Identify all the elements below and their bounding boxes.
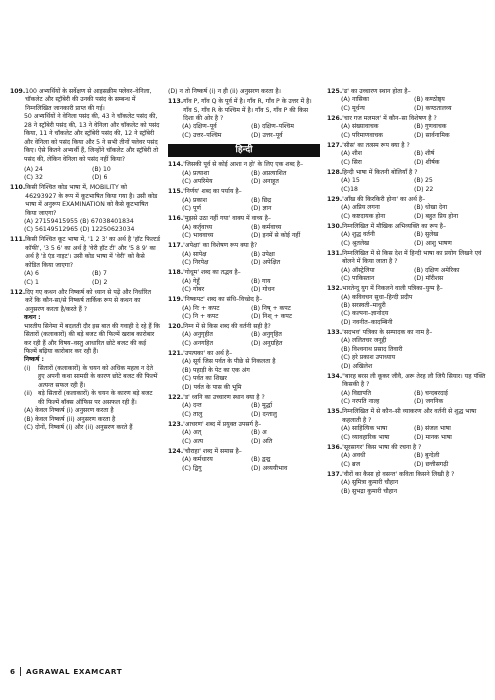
option-b: (B) अ <box>251 429 267 437</box>
option-a: (A) नासिका <box>341 96 369 104</box>
option-d: (D) पर्वत के पास की भूमि <box>182 383 242 391</box>
option-b: (B) चन्दबरदाई <box>414 389 448 397</box>
options <box>182 197 320 214</box>
question-number: 128. <box>327 168 343 176</box>
option-b: (B) द्वन्द्व <box>251 456 271 464</box>
question-number: 113. <box>168 98 184 106</box>
question-136 <box>327 444 487 469</box>
option-d: (D) मानक भाषा <box>414 433 452 441</box>
option-a: (A) 6 <box>24 270 39 278</box>
option-d: (D) छत्तीसगढ़ी <box>414 460 449 468</box>
options <box>341 177 487 194</box>
option-a: (A) प्रकाश <box>182 196 207 204</box>
option-a: (A) विद्यापति <box>341 389 371 397</box>
question-109 <box>10 88 160 183</box>
question-number: 122. <box>168 393 184 401</box>
question-text: 'आचरण' शब्द में प्रयुक्त उपसर्ग है– <box>183 420 262 428</box>
options <box>341 425 487 442</box>
option-a: (A) केवल निष्कर्ष (i) अनुसरण करता है <box>24 407 114 415</box>
question-111 <box>10 236 160 287</box>
option-a: (A) कर्तृवाच्य <box>182 223 213 231</box>
option-b: (B) सुभद्रा कुमारी चौहान <box>341 487 398 495</box>
option-d: (D) अव्ययीभाव <box>251 464 288 472</box>
option-c: (C) उत्तर–पश्चिम <box>182 131 222 139</box>
option-a: (A) शीश <box>341 150 362 158</box>
option-d: (D) इनमें से कोई नहीं <box>251 232 301 240</box>
question-number: 137. <box>327 470 343 478</box>
question-text: 'आँख की किरकिरी होना' का अर्थ है– <box>342 195 426 203</box>
options <box>182 123 320 140</box>
page-footer <box>10 667 122 676</box>
option-c: (C) हरे प्रकाश उपाध्याय <box>341 354 396 362</box>
question-number: 127. <box>327 141 343 149</box>
options <box>24 407 160 432</box>
option-b: (B) अनुगृहित <box>251 331 282 339</box>
options <box>182 358 320 392</box>
option-d: (D) बहुत प्रिय होना <box>414 212 459 220</box>
conclusion-ii <box>24 390 160 407</box>
conclusion-numeral: (ii) <box>24 390 33 398</box>
question-text: 'निर्णय' शब्द का पर्याय है– <box>183 188 242 196</box>
question-number: 131. <box>327 249 343 257</box>
option-b: (B) पहाड़ी के पेट का एक अंग <box>182 366 250 374</box>
question-115 <box>168 188 320 213</box>
option-d: (D) दन्तालु <box>251 410 277 418</box>
option-c: (C)18 <box>341 185 358 193</box>
question-text: 'मुझसे उठा नहीं गया' वाक्य में वाच्य है– <box>183 215 271 223</box>
question-number: 110. <box>10 184 26 192</box>
option-a: (A) अप्रिय लगना <box>341 204 380 212</box>
option-b: (B) अप्रत्याशित <box>251 169 287 177</box>
brand-part-1: AGRAWAL <box>26 667 71 676</box>
options <box>341 452 487 469</box>
question-number: 114. <box>168 161 184 169</box>
options <box>182 305 320 322</box>
question-text: भारतेन्दु युग में निकलने वाली पत्रिका–युग्म है– <box>342 285 443 293</box>
question-text: 'सीस' का तत्सम रूप क्या है ? <box>342 141 410 149</box>
question-124 <box>168 448 320 473</box>
option-d: (D) अनाहूत <box>251 178 279 186</box>
option-c: (C) द्विगु <box>182 464 202 472</box>
option-d: (D) अखिलेश <box>341 362 373 370</box>
page-number: 6 <box>10 667 16 676</box>
option-a: (A) 15 <box>341 177 360 185</box>
question-123 <box>168 421 320 446</box>
option-d: (D) कण्ठतालव्य <box>414 104 452 112</box>
option-d: (D) मॉरीशस <box>414 275 444 283</box>
question-121 <box>168 350 320 392</box>
option-a: (A) निः + कपट <box>182 304 220 312</box>
option-d: (D) 22 <box>414 185 434 193</box>
options <box>182 402 320 419</box>
option-a: (A) ऑस्ट्रेलिया <box>341 266 375 274</box>
options <box>24 218 160 235</box>
option-a: (A) 24 <box>24 165 43 173</box>
option-b: (B) मूर्द्धा <box>251 402 273 410</box>
question-text: 100 अभ्यर्थियों के सर्वेक्षण से आइसक्रीम फ्लेवर–वेनिला, चॉकलेट और स्ट्रॉबेरी की उनकी पसंद के सम्बन्ध में निम्नलिखित जानकारी प्राप्त की गई। <box>25 88 152 112</box>
question-130 <box>327 223 487 248</box>
option-c: (C) नरपति नाल्ह <box>341 398 380 406</box>
option-b: (B) उपेक्षा <box>251 250 275 258</box>
option-c: (C) अनगहित <box>182 339 213 347</box>
question-text: 'गोधूम' शब्द का तद्भव है– <box>183 269 241 277</box>
option-a: (A) ललितचर जनूद्दी <box>341 337 387 345</box>
question-117 <box>168 242 320 267</box>
column-1 <box>10 88 160 434</box>
question-114 <box>168 161 320 186</box>
question-number: 117. <box>168 242 184 250</box>
option-c: (C) कल्पना–ज्ञानोदय <box>341 310 389 318</box>
conclusion-text: बड़े सितारों (कलाकारों) के चयन के कारण बड़े बजट की फिल्में बॉक्स ऑफिस पर असफल रही हैं। <box>38 390 153 406</box>
option-c: (C) पर्वत का शिखर <box>182 375 227 383</box>
option-d: (D) सार्वनामिक <box>414 131 450 139</box>
option-c: (C) निरपेक्ष <box>182 259 209 267</box>
option-b: (B) केवल निष्कर्ष (ii) अनुसरण करता है <box>24 415 116 423</box>
option-d: (D) अति <box>251 437 273 445</box>
question-129 <box>327 196 487 221</box>
question-125 <box>327 88 487 113</box>
option-c: (C) कष्टदायक होना <box>341 212 386 220</box>
option-c: (C) मूर्धन्य <box>341 104 365 112</box>
option-c: (C) ब्रज <box>341 460 361 468</box>
question-113 <box>168 98 320 140</box>
column-2 <box>168 88 320 475</box>
question-number: 124. <box>168 447 184 455</box>
question-127 <box>327 142 487 167</box>
options <box>24 166 160 183</box>
question-122 <box>168 394 320 419</box>
option-a: (A) अत् <box>182 429 202 437</box>
option-a: (A) सापेक्ष <box>182 250 207 258</box>
question-133 <box>327 329 487 371</box>
option-c-d: (C) 56149512965 (D) 12250623034 <box>24 226 135 234</box>
section-heading-hindi: हिन्दी <box>168 144 320 157</box>
option-b: (B) विश्वनाथ प्रसाद तिवारी <box>341 345 403 353</box>
options <box>341 479 487 496</box>
option-b: (B) सुलेख <box>414 231 439 239</box>
question-text: 'ड' ध्वनि का उच्चारण स्थान क्या है ? <box>183 393 265 401</box>
option-c: (C) सिरा <box>341 158 362 166</box>
option-d: (D) उत्तर–पूर्व <box>251 131 283 139</box>
question-134 <box>327 373 487 407</box>
option-c: (C) श्रुतलेख <box>341 239 370 247</box>
options <box>341 390 487 407</box>
question-number: 123. <box>168 420 184 428</box>
option-b: (B) दक्षिण अमेरिका <box>414 266 460 274</box>
option-b: (B) गाय <box>251 277 271 285</box>
question-text: 'सदभव' पत्रिका के सम्पादक का नाम है– <box>342 328 433 336</box>
option-c: (C) पाकिस्तान <box>341 275 375 283</box>
question-116 <box>168 215 320 240</box>
option-b: (B) 10 <box>92 165 111 173</box>
options <box>24 270 160 287</box>
conclusion-label: निष्कर्ष : <box>24 356 44 364</box>
question-number: 134. <box>327 372 343 380</box>
option-c: (C) अत्य <box>182 437 204 445</box>
conclusion-numeral: (i) <box>24 364 31 372</box>
question-number: 111. <box>10 236 26 244</box>
question-119 <box>168 296 320 321</box>
question-number: 130. <box>327 222 343 230</box>
question-text: 'ढ' का उच्चारण स्थान होता है– <box>342 88 411 95</box>
option-b: (B) छिद्र <box>251 196 272 204</box>
question-text: 'अपेक्षा' का विशेषण रूप क्या है? <box>183 242 258 250</box>
question-112-continued <box>168 88 320 96</box>
question-number: 136. <box>327 443 343 451</box>
question-text: किसी निश्चित कूट भाषा में, '1 2 3' का अर्थ है 'हॉट फिल्टर्ड कॉफी', '3 5 6' का अर्थ है 'वेरी हॉट टी' और '5 8 9' का अर्थ है 'डे एंड नाइट'। उसी कोड भाषा में 'वेरी' को कैसे कोडित किया जाएगा? <box>25 236 161 269</box>
option-c: (C) 32 <box>24 174 43 182</box>
option-a: (A) दक्षिण–पूर्व <box>182 123 217 131</box>
column-3-questions <box>327 88 487 496</box>
option-a: (A) प्रत्याशा <box>182 169 210 177</box>
column-2-questions <box>168 161 320 473</box>
options <box>182 278 320 295</box>
option-c: (C) परिमाणवाचक <box>341 131 383 139</box>
option-a: (A) गेहूँ <box>182 277 200 285</box>
question-text: निम्नलिखित में से किस देश में हिन्दी भाषा का प्रयोग लिखने एवं बोलने में किया जाता है ? <box>342 249 482 266</box>
options <box>182 170 320 187</box>
option-d: (D) ज्ञान <box>251 205 272 213</box>
question-text: निम्न में से किस शब्द की वर्तनी सही है? <box>183 323 271 331</box>
question-number: 120. <box>168 323 184 331</box>
options <box>182 251 320 268</box>
column-3 <box>327 88 487 498</box>
question-112 <box>10 289 160 433</box>
option-b: (B) संजल भाषा <box>414 425 451 433</box>
option-d: (D) अपेक्षित <box>251 259 281 267</box>
question-number: 135. <box>327 408 343 416</box>
question-text: 'वीरों का कैसा हो वसन्त' कविता किसने लिखी है ? <box>342 470 455 478</box>
options <box>341 150 487 167</box>
option-a: (A) शुद्ध वर्तनी <box>341 231 375 239</box>
option-c: (C) गोबर <box>182 286 205 294</box>
option-c: (C) अपरिमेय <box>182 178 213 186</box>
question-135 <box>327 408 487 442</box>
option-b: (B) कण्ठोष्ठ्य <box>414 96 445 104</box>
option-b: (B) धोखा देना <box>414 204 448 212</box>
statement-text: भारतीय सिनेमा में बदलती दौर इस बात की गवाही दे रहे हैं कि सितारों (कलाकारों) की बड़े बजट की फिल्में खराब कारोबार कर रही हैं और विषय–वस्तु आधारित छोटे बजट की कई फिल्में बढ़िया कारोबार कर रही हैं। <box>24 322 160 355</box>
question-132 <box>327 285 487 327</box>
question-number: 125. <box>327 88 343 95</box>
option-d: (D) शीर्षक <box>414 158 440 166</box>
options <box>182 429 320 446</box>
footer-divider <box>20 667 21 676</box>
question-text: किसी निश्चित कोड भाषा में, MOBILITY को 46293927 के रूप में कूटभाषित किया गया है। उसी कोड भाषा में अनुरूप EXAMINATION को कैसे कूटभाषित किया जाएगा? <box>25 184 158 217</box>
option-c: (C) व्यावहारिक भाषा <box>341 433 390 441</box>
question-number: 121. <box>168 349 184 357</box>
question-110 <box>10 184 160 235</box>
question-128 <box>327 169 487 194</box>
question-text: "बारह बरस ली कूकर जीवै, अरू तेरह लौ जियै सियार। यह पंक्ति किसकी है ? <box>342 372 486 389</box>
option-a: (A) सुमित्रा कुमारी चौहान <box>341 479 399 487</box>
option-b: (B) 25 <box>414 177 433 185</box>
option-b: (B) शीर्ष <box>414 150 435 158</box>
option-b: (B) 7 <box>92 270 107 278</box>
question-text: निम्नलिखित में से कौन–सी व्याकरण और वर्तनी से शुद्ध भाषा कहलाती है ? <box>342 408 477 424</box>
question-paragraph: 50 अभ्यर्थियों ने वेनिला पसंद की, 43 ने चॉकलेट पसंद की, 28 ने स्ट्रॉबेरी पसंद की, 13 ने वेनिला और चॉकलेट को पसंद किया, 11 ने चॉकलेट और स्ट्रॉबेरी पसंद की, 12 ने स्ट्रॉबेरी और वेनिला को पसंद किया और 5 ने सभी तीनों फ्लेवर पसंद किए। ऐसे कितने अभ्यर्थी हैं, जिन्होंने चॉकलेट और स्ट्रॉबेरी तो पसंद की, लेकिन वेनिला को पसंद नहीं किया? <box>24 113 160 163</box>
option-b: (B) निष् + कपट <box>251 304 291 312</box>
question-text: 'जिसकी पूर्व से कोई आशा न हो' के लिए एक शब्द है– <box>183 161 304 169</box>
options <box>182 224 320 241</box>
question-126 <box>327 115 487 140</box>
option-d: (D) जगनिक <box>414 398 444 406</box>
question-number: 115. <box>168 188 184 196</box>
question-number: 132. <box>327 285 343 293</box>
option-d: (D) न तो निष्कर्ष (i) न ही (ii) अनुसरण करता है। <box>168 88 281 95</box>
option-d: (D) निश् + कपट <box>251 312 292 320</box>
question-number: 116. <box>168 215 184 223</box>
question-number: 118. <box>168 269 184 277</box>
question-number: 109. <box>10 88 26 95</box>
question-number: 129. <box>327 195 343 203</box>
question-text: 'निष्कपट' शब्द का संधि–विच्छेद है– <box>183 296 263 304</box>
option-c: (C) 1 <box>24 278 39 286</box>
question-number: 119. <box>168 296 184 304</box>
option-a: (A) साहित्यिक भाषा <box>341 425 388 433</box>
option-b: (B) कर्मवाच्य <box>251 223 282 231</box>
options <box>341 337 487 371</box>
option-d: (D) 2 <box>92 278 108 286</box>
option-c: (C) तालु <box>182 410 203 418</box>
option-d: (D) अनुग्रहित <box>251 339 283 347</box>
options <box>341 231 487 248</box>
option-c: (C) नि + कपट <box>182 312 219 320</box>
statement-label: कथन : <box>24 314 41 322</box>
option-a: (A) कविवचन सुधा–हिन्दी प्रदीप <box>341 293 413 301</box>
question-text: 'सूरसागर' किस भाषा की रचना है ? <box>342 443 422 451</box>
question-text: दिए गए कथन और निष्कर्ष को ध्यान से पढ़ें और निर्धारित करें कि कौन-सा/से निष्कर्ष तार्किक रूप से कथन का अनुसरण करता है/करते हैं ? <box>25 288 151 313</box>
options <box>341 96 487 113</box>
question-118 <box>168 269 320 294</box>
option-a: (A) संख्यावाचक <box>341 123 379 131</box>
option-d: (D) आशु भाषण <box>414 239 452 247</box>
question-text: निम्नलिखित में मौखिक अभिव्यक्ति का रूप है– <box>342 222 447 230</box>
option-d: (D) नवनीत–कादम्बिनी <box>341 318 393 326</box>
options <box>341 123 487 140</box>
question-number: 126. <box>327 114 343 122</box>
option-a: (A) अनुगृहीत <box>182 331 213 339</box>
option-b: (B) बुन्देली <box>414 452 440 460</box>
question-text: हिन्दी भाषा में कितनी बोलियाँ है ? <box>342 168 418 176</box>
option-a-b: (A) 27159415955 (B) 67038401834 <box>24 217 134 225</box>
option-d: (D) गोधन <box>251 286 275 294</box>
conclusion-text: सितारों (कलाकारों) के चयन को अधिक महत्व न देते हुए अपनी कथा सामग्री के कारण छोटे बजट की फिल्में अत्यन्त सफल रही हैं। <box>38 364 158 389</box>
option-b: (B) सरस्वती–माधुरी <box>341 302 386 310</box>
question-137 <box>327 471 487 496</box>
option-c: (C) पूर्ण <box>182 205 201 213</box>
conclusion-i <box>24 365 160 390</box>
options <box>182 331 320 348</box>
options <box>341 267 487 284</box>
option-b: (B) गुणवाचक <box>414 123 447 131</box>
brand-part-2: EXAMCART <box>73 667 123 676</box>
question-text: 'उपत्यका' का अर्थ है– <box>183 349 233 357</box>
option-a: (A) दन्त <box>182 402 202 410</box>
question-number: 112. <box>10 288 26 296</box>
question-131 <box>327 250 487 284</box>
option-c: (C) भाववाच्य <box>182 232 214 240</box>
option-a: (A) कर्मधारय <box>182 456 213 464</box>
option-a: (A) सूर्य जिस पर्वत के पीछे से निकलता है <box>182 358 276 366</box>
option-a: (A) अवधी <box>341 452 366 460</box>
option-b: (B) दक्षिण–पश्चिम <box>251 123 294 131</box>
question-text: गाँव P, गाँव Q के पूर्व में है। गाँव R, गाँव P के उत्तर में है। गाँव S, गाँव R के पश्चिम में है। गाँव S, गाँव P की किस दिशा की ओर है ? <box>183 98 312 122</box>
option-c: (C) दोनों, निष्कर्ष (i) और (ii) अनुसरण करते हैं <box>24 424 133 432</box>
options <box>341 294 487 328</box>
question-number: 133. <box>327 328 343 336</box>
options <box>182 456 320 473</box>
publisher-brand <box>26 667 122 676</box>
option-d: (D) 6 <box>92 174 108 182</box>
question-120 <box>168 323 320 348</box>
question-text: 'चौराहा' शब्द में समास है– <box>183 447 242 455</box>
options <box>341 204 487 221</box>
question-text: 'चार गज मलमल' में कौन–सा विशेषण है ? <box>342 114 437 122</box>
